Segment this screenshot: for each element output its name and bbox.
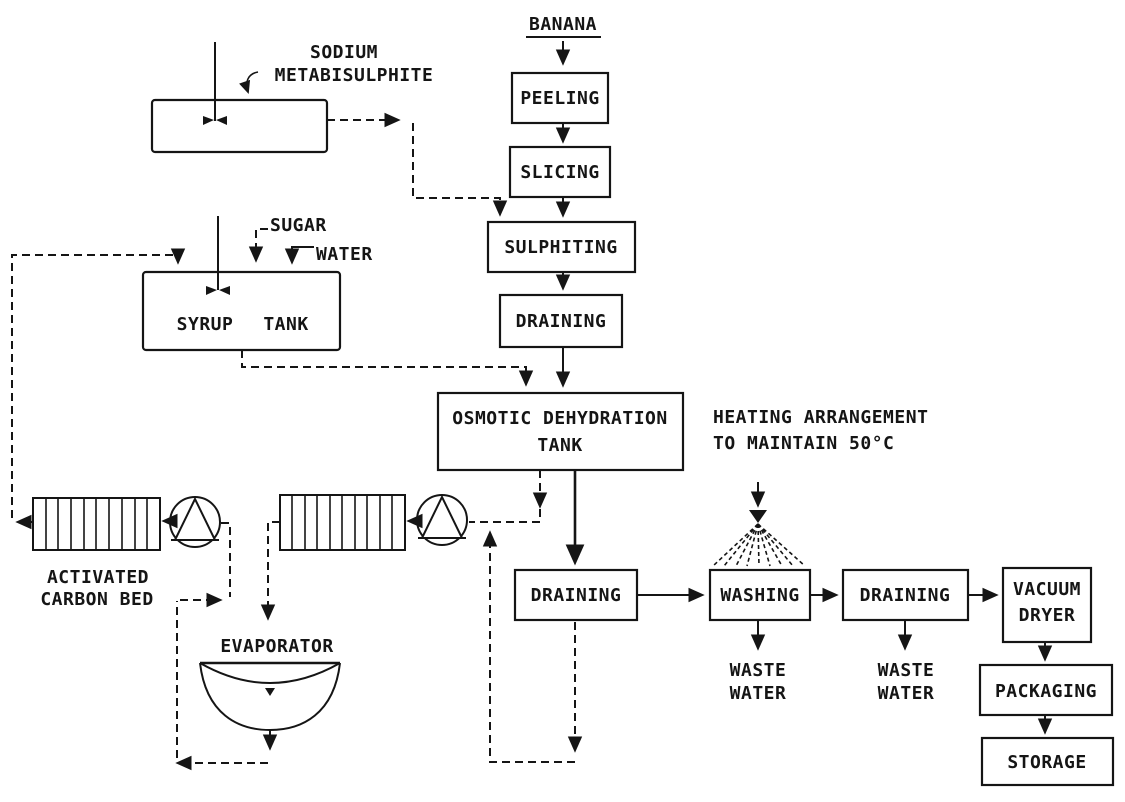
pump-1-icon [170,497,220,547]
syrup-tank-label-word1: SYRUP [176,314,234,335]
draining-top-label: DRAINING [515,311,607,332]
waste-water-1-line2: WATER [729,683,787,704]
spray-nozzle-icon [749,510,767,523]
dosing-line-to-sulphiting [413,123,500,214]
waste-water-2-line1: WASTE [877,660,935,681]
waste-water-2-line2: WATER [877,683,935,704]
sugar-inlet-arrow [256,229,268,260]
vacuum-dryer-label-line2: DRYER [1018,605,1076,626]
pump1-suction-line [221,523,230,597]
metabisulphite-tank [152,100,327,152]
pump-2-icon [417,495,467,545]
washing-label: WASHING [720,585,800,606]
packaging-label: PACKAGING [994,681,1098,702]
syrup-return-riser [490,533,575,762]
water-label: WATER [316,244,373,265]
metabisulphite-label-pointer-arrow [247,72,258,92]
carbon-bed-label-line1: ACTIVATED [46,567,150,588]
draining-right-label: DRAINING [859,585,951,606]
metabisulphite-label-line2: METABISULPHITE [274,65,434,86]
spray-fan-lines [713,524,805,566]
sulphiting-label: SULPHITING [504,237,618,258]
carbon-bed-label-line2: CARBON BED [40,589,154,610]
osmotic-tank-label-line2: TANK [537,435,583,456]
filter-bed-2 [280,495,405,550]
syrup-tank [143,272,340,350]
slicing-label: SLICING [520,162,600,183]
osmotic-tank-box [438,393,683,470]
osmotic-tank-label-line1: OSMOTIC DEHYDRATION [452,408,668,429]
waste-water-1-line1: WASTE [729,660,787,681]
peeling-label: PEELING [520,88,600,109]
metabisulphite-label-line1: SODIUM [309,42,379,63]
syrup-feed-to-osmotic [242,350,526,384]
activated-carbon-bed-1 [33,498,160,550]
draining-mid-label: DRAINING [530,585,622,606]
syrup-tank-label-word2: TANK [263,314,309,335]
heating-note-line1: HEATING ARRANGEMENT [713,407,929,428]
evaporator-bowl-icon [200,663,340,730]
sugar-label: SUGAR [270,215,327,236]
water-inlet-arrow [292,247,314,262]
storage-label: STORAGE [1007,752,1087,773]
spent-syrup-to-pump2 [469,509,540,522]
vacuum-dryer-label-line1: VACUUM [1012,579,1082,600]
bed2-to-evaporator [268,522,280,618]
heating-note-line2: TO MAINTAIN 50°C [713,433,895,454]
banana-label: BANANA [528,14,598,35]
evaporator-label: EVAPORATOR [220,636,334,657]
